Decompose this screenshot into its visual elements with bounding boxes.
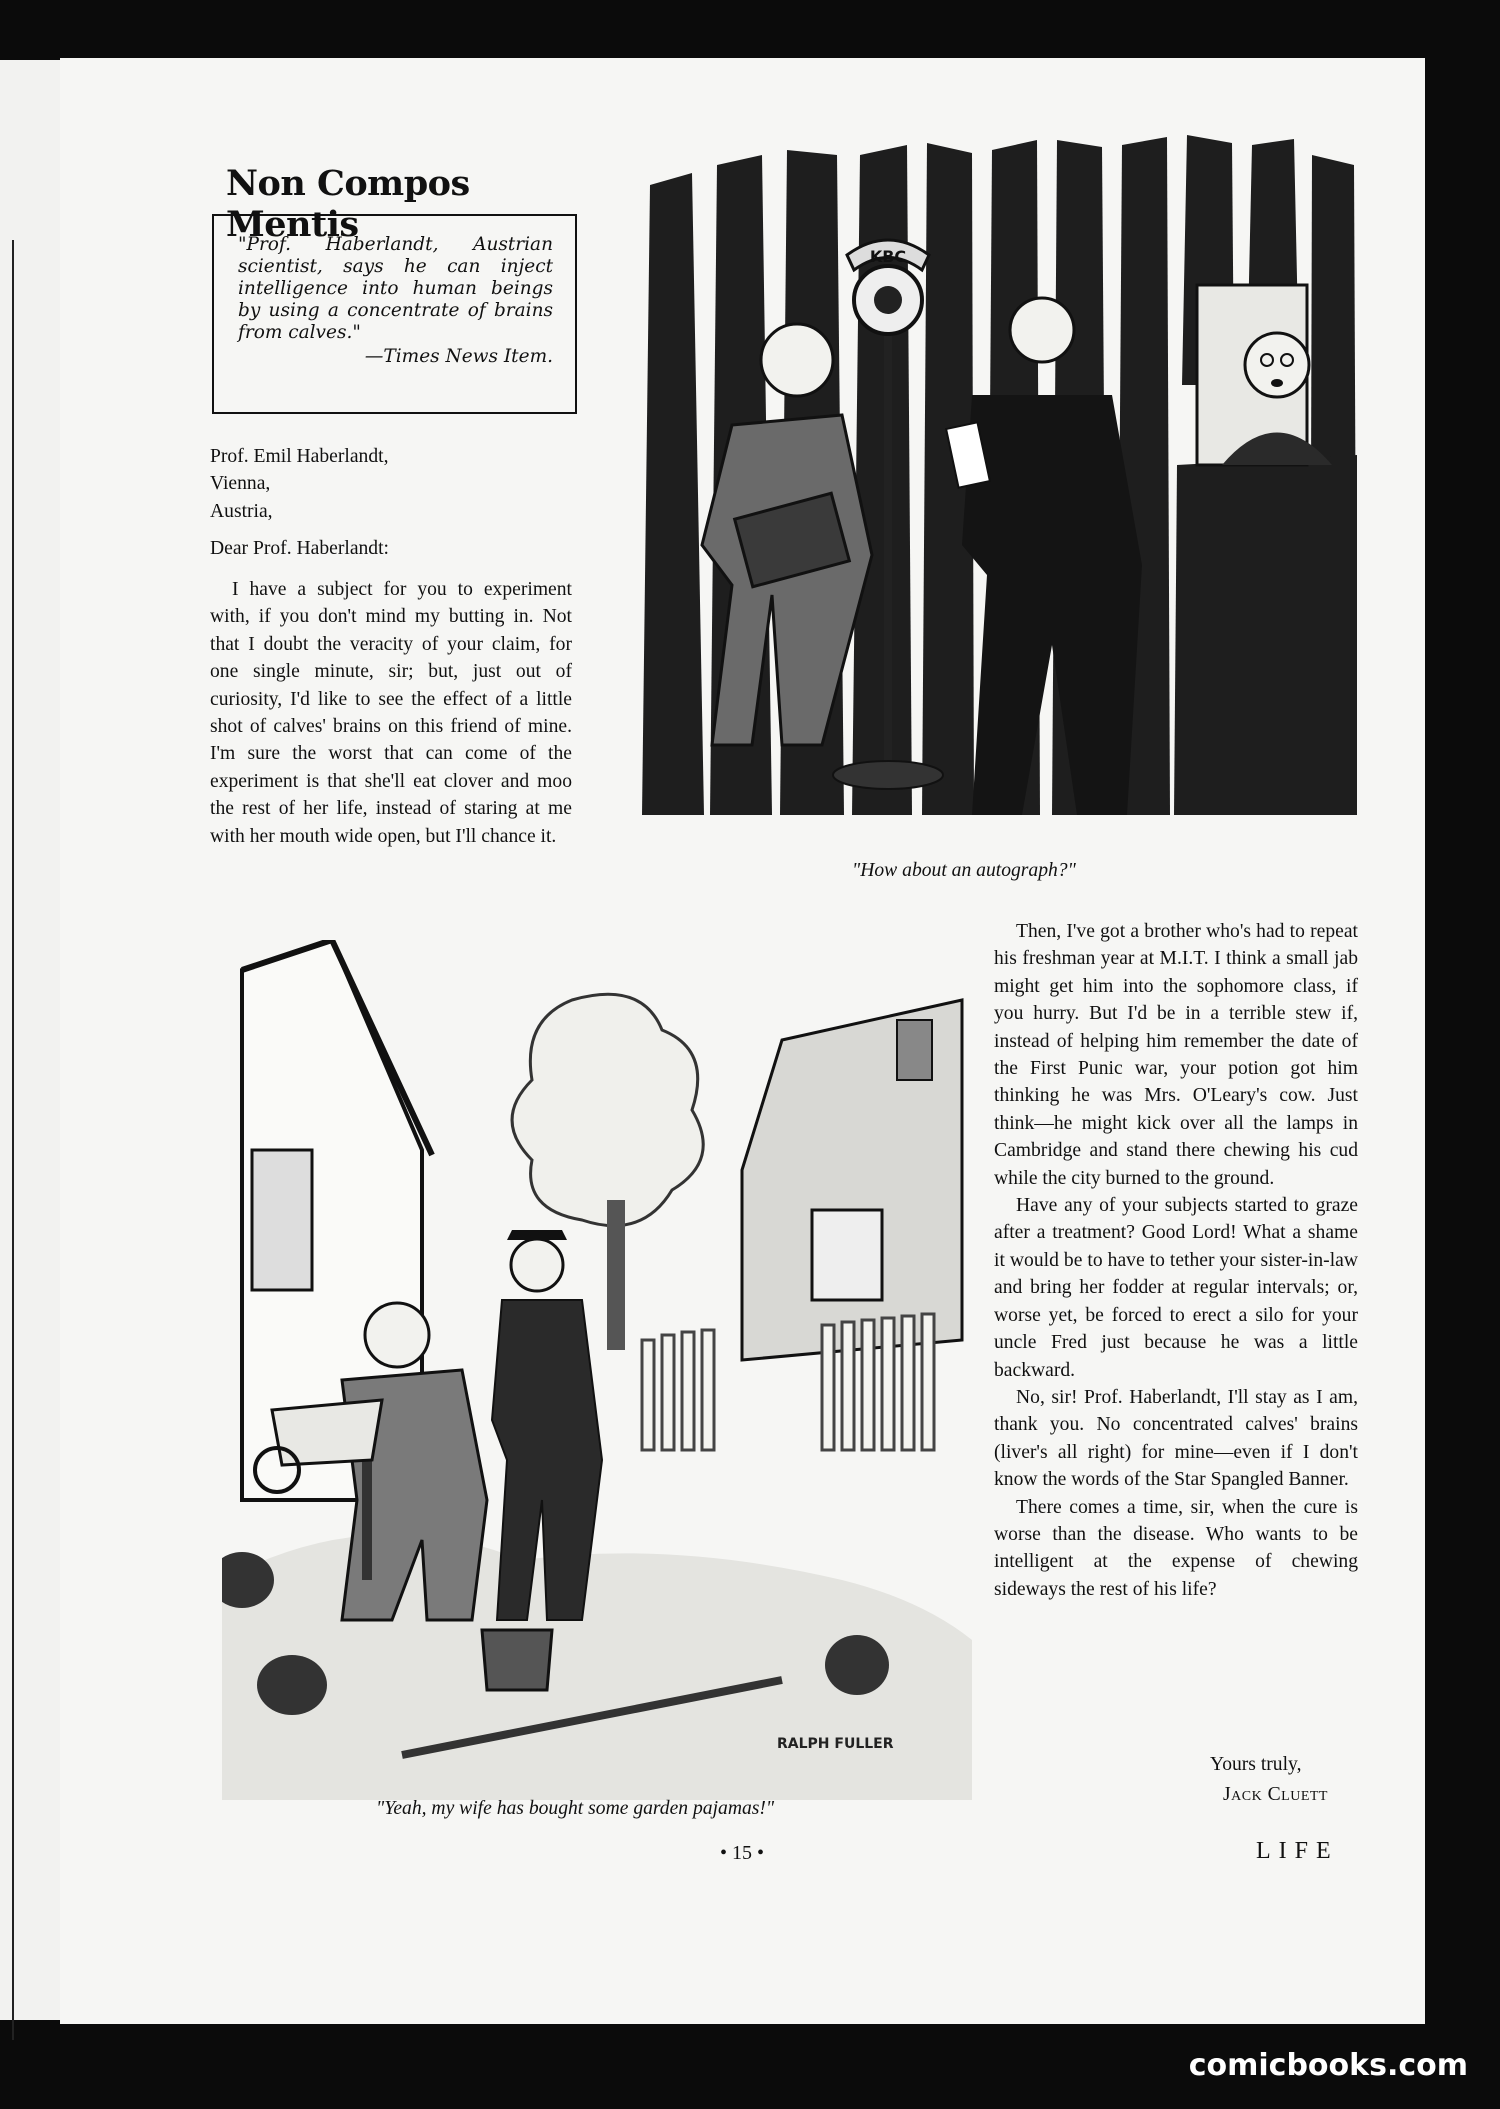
house-window: [812, 1210, 882, 1300]
letter-closing: [1210, 1750, 1328, 1810]
body-paragraph: I have a subject for you to experiment with, if you don't mind my butting in. Not that I doubt the veracity of your claim, for one single minute, sir; but, just out of curiosity, I'd like to see the effect of a little shot of calves' brains on this friend of mine. I'm sure the worst that can come of the experiment is that she'll eat clover and moo the rest of her life, instead of staring at me with her mouth wide open, but I'll chance it.: [210, 579, 572, 847]
body-paragraph: No, sir! Prof. Haberlandt, I'll stay as I am, thank you. No concentrated calves' brains (liver's all right) for mine—even if I don't know the words of the Star Spangled Banner.: [994, 1386, 1358, 1491]
radio-station-cartoon: [622, 125, 1366, 825]
address-line: Prof. Emil Haberlandt,: [210, 446, 389, 467]
left-text-column: [210, 576, 572, 850]
watering-can: [482, 1630, 552, 1690]
chimney: [897, 1020, 932, 1080]
epigraph-source: —Times News Item.: [364, 346, 553, 367]
artist-signature: RALPH FULLER: [777, 1736, 894, 1752]
article-title: Non Compos Mentis: [226, 163, 470, 245]
body-paragraph: There comes a time, sir, when the cure is worse than the disease. Who wants to be intelligent at the expense of chewing sideways the rest of his life?: [994, 1496, 1358, 1600]
letter-salutation: Dear Prof. Haberlandt:: [210, 538, 389, 559]
plant-sack: [257, 1655, 327, 1715]
mic-lettering: KBC: [869, 247, 907, 266]
top-cartoon-caption: "How about an autograph?": [852, 860, 1076, 881]
plant-sack: [825, 1635, 889, 1695]
garden-cartoon: [222, 940, 972, 1800]
watermark: comicbooks.com: [1188, 2048, 1468, 2083]
author-signature: Jack Cluett: [1223, 1784, 1328, 1805]
address-line: Vienna,: [210, 473, 271, 495]
magazine-name: LIFE: [1256, 1838, 1339, 1864]
letter-address: [210, 443, 388, 525]
house-window: [252, 1150, 312, 1290]
body-paragraph: Then, I've got a brother who's had to repeat his freshman year at M.I.T. I think a small jab might get him into the sophomore class, if you hurry. But I'd be in a terrible stew if, instead of helping him remember the date of the First Punic war, your potion got him thinking he was Mrs. O'Leary's cow. Just think—he might kick over all the lamps in Cambridge and stand there chewing his cud while the city burned to the ground.: [994, 921, 1358, 1189]
address-line: Austria,: [210, 500, 273, 522]
right-text-column: [994, 918, 1358, 1603]
epigraph-box: [212, 214, 577, 414]
epigraph-quote: "Prof. Haberlandt, Austrian scientist, says he can inject intelligence into human beings by using a concentrate of brains from calves.": [238, 234, 553, 343]
page-number: • 15 •: [720, 1842, 765, 1864]
closing-line: Yours truly,: [1210, 1754, 1302, 1775]
facing-page-rule: [0, 240, 14, 2040]
bottom-cartoon-caption: "Yeah, my wife has bought some garden pajamas!": [376, 1798, 775, 1819]
body-paragraph: Have any of your subjects started to graze after a treatment? Good Lord! What a shame it would be to have to tether your sister-in-law and bring her fodder at regular intervals; or, worse yet, be forced to erect a silo for your uncle Fred just because he was a little backward.: [994, 1195, 1358, 1381]
